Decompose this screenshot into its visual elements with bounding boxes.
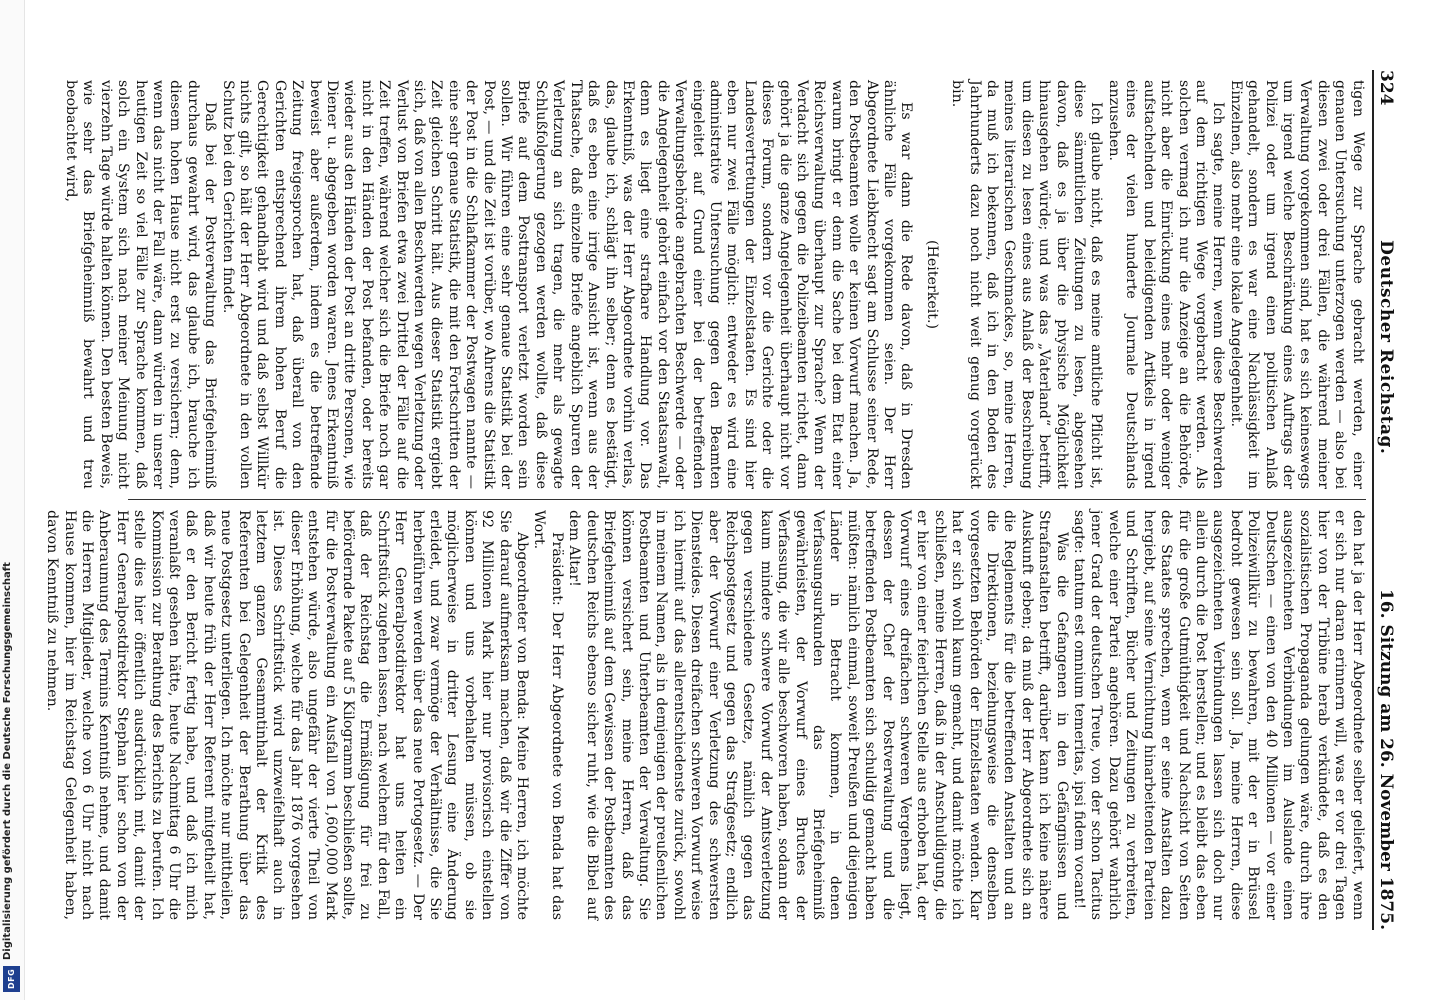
paragraph: den hat ja der Herr Abgeordnete selber geliefert, wenn er sich nur daran erinnern will, was er vor drei Tagen hier von der Tribüne herab verkündete, daß es den sozialistischen Propaganda gelungen wäre, durch ihre ausgezeichneten Verbindungen im Auslande einen Deutschen — einen von den 40 Millionen — vor einer Polizeiwillkür zu bewahren, mit der er in Brüssel bedroht gewesen sein soll. Ja, meine Herren, diese ausgezeichneten Verbindungen lassen sich doch nur allein durch die Post herstellen; und es bleibt das eben für die große Gutmüthigkeit und Nachsicht von Seiten des Staates sprechen, wenn er seine Anstalten dazu hergiebt, auf seine Vernichtung hinarbeitenden Parteien und Schriften, Bücher und Zeitungen zu verbreiten, welche einer Partei angehören. Dazu gehört wahrlich jener Grad der deutschen Treue, von der schon Tacitus sagte: tantum est omnium temeritas, ipsi fidem vocant! — [1071, 510, 1366, 920]
page-title: Deutscher Reichstag. — [1376, 240, 1396, 455]
paragraph: tigen Wege zur Sprache gebracht werden, einer genauen Untersuchung unterzogen werden — also bei diesen zwei oder drei Fällen, die während meiner Verwaltung vorgekommen sind, hat es sich keineswegs um irgend welche Beschränkung eines Auftrags der Polizei oder um irgend einen politischen Anlaß gehandelt, sondern es war eine Nachlässigkeit im Einzelnen, also mehr eine lokale Angelegenheit. — [1227, 80, 1366, 489]
paragraph: Was die Gefangenen in den Gefängnissen und Strafanstalten betrifft, darüber kann ich keine nähere Auskunft geben; da muß der Herr Abgeordnete sich an die Reglements für die betreffenden Anstalten und an die Direktionen, beziehungsweise die denselben vorgesetzten Behörden der Einzelstaaten wenden. Klar hat er sich wohl kaum gemacht, und damit möchte ich schließen, meine Herren, daß in der Anschuldigung, die er hier von einer feierlichen Stelle aus erhoben hat, der Vorwurf eines dreifachen schweren Vergehens liegt, dessen der Chef der Postverwaltung und die betreffenden Postbeamten sich schuldig gemacht haben müßten: nämlich einmal, soweit Preußen und diejenigen Länder in Betracht kommen, in denen Verfassungsurkunden das Briefgeheimniß gewährleisten, der Vorwurf eines Bruches der Verfassung, die wir alle beschworen haben, sodann der kaum mindere schwere Vorwurf der Amtsverletzung gegen verschiedene Gesetze, nämlich gegen das Reichspostgesetz und gegen das Strafgesetz; endlich aber der Vorwurf einer Verletzung des schwersten Diensteides. Diesen dreifachen schweren Vorwurf weise ich hiermit auf das allerentschiedenste zurück, sowohl in meinem Namen, als in demjenigen der preußenlichen Postbeamten und Unterbeamten der Verwaltung. Sie können versichert sein, meine Herren, daß das Briefgeheimniß auf dem Gewissen der Postbeamten des deutschen Reichs ebenso sicher ruht, wie die Bibel auf dem Altar! — [566, 510, 1070, 920]
page-header — [1372, 70, 1394, 930]
paragraph: Ich sagte, meine Herren, wenn diese Beschwerden auf dem richtigen Wege vorgebracht werden. Als solchen vermag ich nur die Anzeige an die Behörde, nicht aber die Einrückung eines mehr oder weniger aufstachelnden und beleidigenden Artikels in irgend eines der vielen hunderte Journale Deutschlands anzusehen. — [1105, 80, 1227, 489]
text-columns — [44, 70, 1366, 930]
dfg-caption: Digitalisierung gefördert durch die Deutsche Forschungsgemeinschaft — [2, 562, 13, 960]
document-page — [44, 60, 1400, 940]
interjection: (Heiterkeit.) — [923, 240, 940, 329]
dfg-logo-icon: DFG — [3, 966, 20, 992]
paragraph: Daß bei der Postverwaltung das Briefgeheimniß durchaus gewahrt wird, das glaube ich, brauche ich diesem hohen Hause nicht erst zu versichern; denn, wenn das nicht der Fall wäre, dann würden in unserer heutigen Zeit so viel Fälle zur Sprache kommen, daß solch ein System sich nach meiner Meinung nicht vierzehn Tage würde halten können. Den besten Beweis, wie sehr das Briefgeheimniß bewahrt und treu beobachtet wird, — [62, 80, 219, 489]
paragraph: Ich glaube nicht, daß es meine amtliche Pflicht ist, diese sämmtlichen Zeitungen zu lesen, abgesehen davon, daß es ja über die physische Möglichkeit hinausgehen würde; und was das „Vaterland“ betrifft, um diesen zu lesen eines aus Anlaß der Beschreibung meines literarischen Geschmackes, so, meine Herren, da muß ich bekennen, daß ich in den Boden des Jahrhunderts dazu noch nicht weit genug vorgerückt bin. — [949, 80, 1105, 489]
paragraph: Präsident: Der Herr Abgeordnete von Benda hat das Wort. — [531, 510, 565, 920]
paragraph: Es war dann die Rede davon, daß in Dresden ähnliche Fälle vorgekommen seien. Der Herr Abgeordnete Liebknecht sagt am Schlusse seiner Rede, den Postbeamten wolle er keinen Vorwurf machen. Ja, warum bringt er denn die Sache bei dem Etat einer Reichsverwaltung überhaupt zur Sprache? Wenn der Verdacht sich gegen die Polizeibeamten richtet, dann gehört ja die ganze Angelegenheit überhaupt nicht vor dieses Forum, sondern vor die Gerichte oder die Landesvertretungen der Einzelstaaten. Es sind hier eben nur zwei Fälle möglich: entweder es wird eine administrative Untersuchung gegen den Beamten eingeleitet auf Grund einer bei der betreffenden Verwaltungsbehörde angebrachten Beschwerde — oder die Angelegenheit gehört einfach vor den Staatsanwalt, denn es liegt eine strafbare Handlung vor. Das Erkenntniß, was der Herr Abgeordnete vorhin verlas, das, glaube ich, schlägt ihn selber; denn es bestätigt, daß es eben eine irrige Ansicht ist, wenn aus der Thatsache, daß einzelne Briefe angeblich Spuren der Verletzung an sich tragen, die mehr als gewagte Schlußfolgerung gezogen werden wollte, daß diese Briefe auf dem Posttransport verletzt worden sein sollen. Wir führen eine sehr genaue Statistik bei der Post, — und die Zeit ist vorüber, wo Ahrens die Statistik der Post in die Schlafkammer der Postwagen nannte — eine sehr genaue Statistik, die mit den Fortschritten der Zeit gleichen Schritt hält. Aus dieser Statistik ergiebt sich, daß von allen Beschwerden wegen Verletzung oder Verlust von Briefen etwa zwei Drittel der Fälle auf die Zeit treffen, während welcher sich die Briefe noch gar nicht in den Händen der Post befanden, oder bereits wieder aus den Händen der Post an dritte Personen, wie Diener u. abgegeben worden waren. Jenes Erkenntniß beweist aber außerdem, indem es die betreffende Zeitung freigesprochen hat, daß überall von den Gerichten entsprechend ihrem hohen Beruf die Gerechtigkeit gehandhabt wird und daß selbst Willkür nichts gilt, so hält der Herr Abgeordnete in den vollen Schutz bei den Gerichten findet. — [219, 80, 915, 489]
sidebar — [0, 0, 25, 1000]
document-scan — [44, 55, 1405, 945]
right-column — [44, 500, 1366, 930]
page-number: 324 — [1376, 70, 1396, 106]
paragraph: Abgeordneter von Benda: Meine Herren, ich möchte Sie darauf aufmerksam machen, daß wir die Ziffer von 92 Millionen Mark hier nur provisorisch einstellen können und uns vorbehalten müssen, ob sie möglicherweise in dritter Lesung eine Änderung erleidet, und zwar vermöge der Verhältnisse, die Sie herbeiführen werden über das neue Portogesetz. — Der Herr Generalpostdirektor hat uns heiten ein Schriftstück zugehen lassen, nach welchem für den Fall, daß der Reichstag die Ermäßigung für frei zu befördernde Pakete auf 5 Kilogramm beschließen sollte, für die Postverwaltung ein Ausfall von 1,600,000 Mark entstehen würde, also ungefähr der vierte Theil von dieser Erhöhung, welche für das Jahr 1876 vorgesehen ist. Dieses Schriftstück wird unzweifelhaft auch in letztem ganzen Gesammtinhalt der Kritik des Referenten bei Gelegenheit der Berathung über das neue Postgesetz unterliegen. Ich möchte nur mittheilen, daß wir heute früh der Herr Referent mitgetheilt hat, daß er den Bericht fertig habe, und daß ich mich veranlaßt gesehen hätte, heute Nachmittag 6 Uhr die Kommission zur Berathung des Berichts zu berufen. Ich stelle dies hier öffentlich ausdrücklich mit, damit der Herr Generalpostdirektor Stephan hier schon von der Anberaumung des Termins Kenntniß nehme, und damit die Herren Mitglieder, welche von 6 Uhr nicht nach Hause kommen, hier im Reichstag Gelegenheit haben, davon Kenntniß zu nehmen. — [44, 510, 531, 920]
session-line: 16. Sitzung am 26. November 1875. — [1376, 588, 1396, 930]
left-column — [62, 70, 1366, 500]
